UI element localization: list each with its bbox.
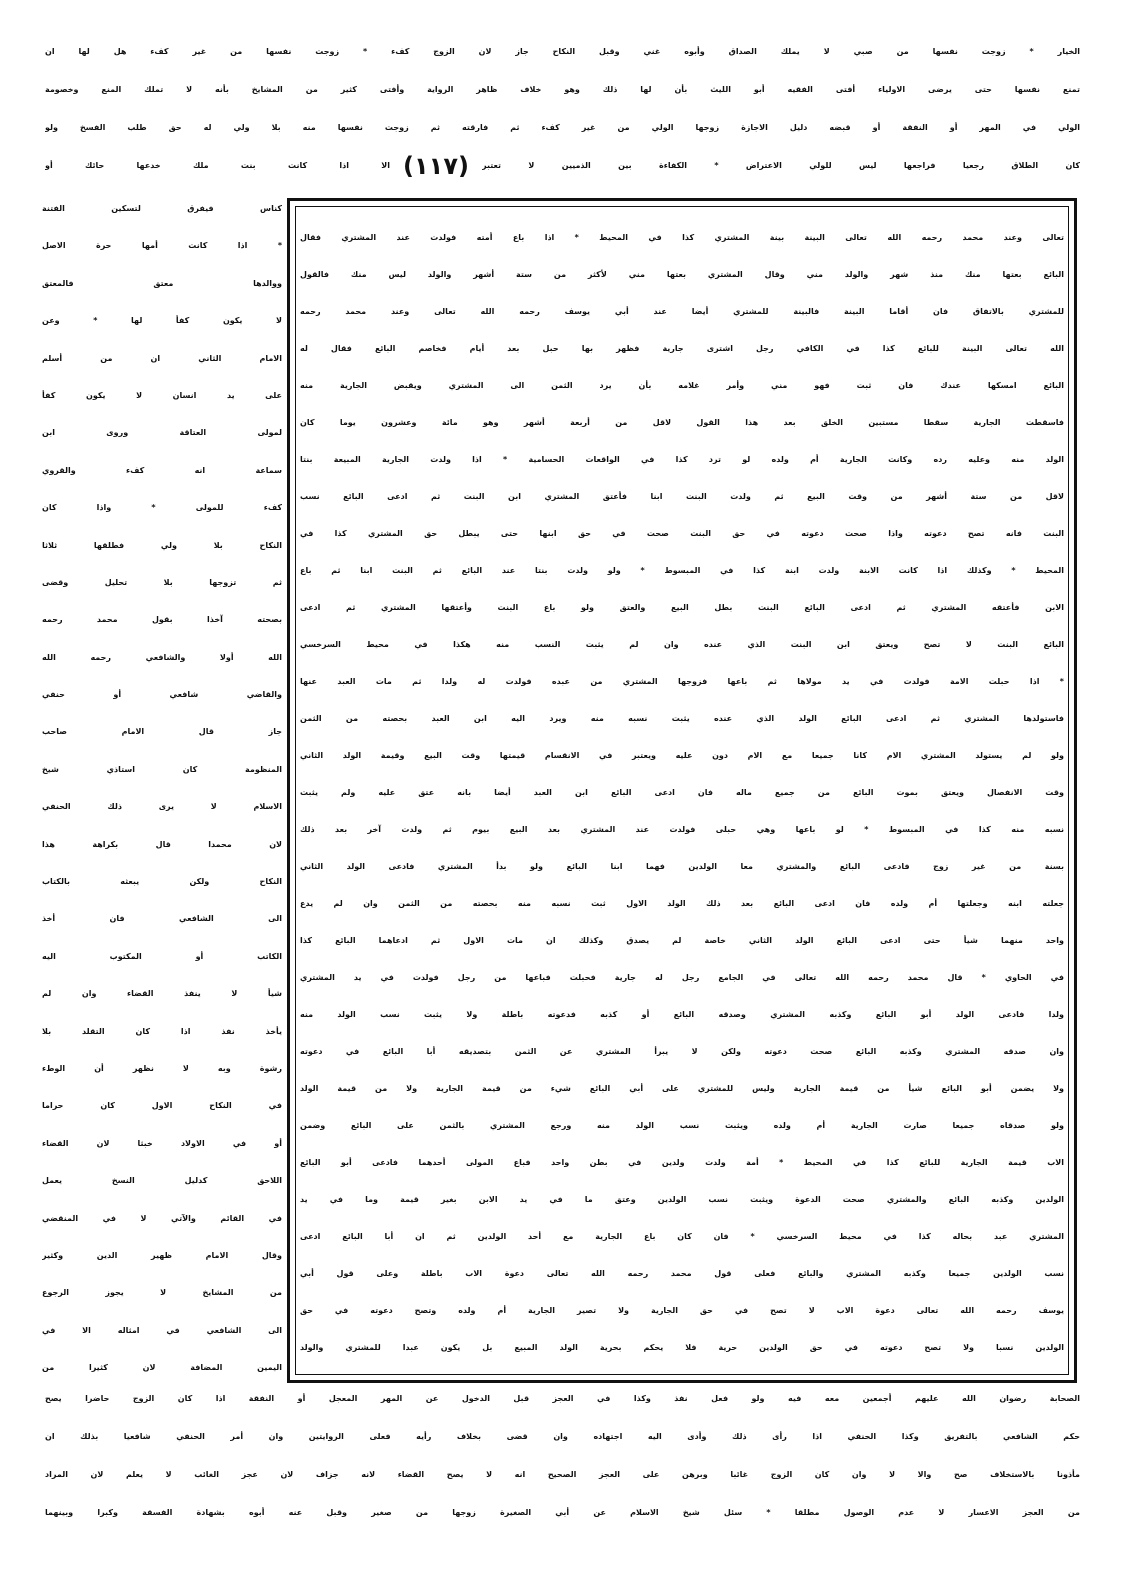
main-text-line: وان صدقه المشتري وكذبه البائع صحت دعوته ولكن لا يبرأ المشتري عن الثمن بتصديقه أبا البائع في دعوته [300, 1047, 1064, 1056]
margin-line: الكاتب أو المكتوب اليه [42, 951, 282, 961]
margin-line: كناس فيفرق لتسكين الفتنة [42, 204, 282, 213]
main-text [300, 219, 1064, 1366]
header-line: تمنع نفسها حتى يرضى الاولياء أفتى الفقيه أبو الليث بأن لها ذلك وهو خلاف ظاهر الرواية وأفتى كثير من المشايخ بأنه لا تملك المنع وخصومة [45, 85, 1080, 94]
margin-line: الى الشافعي في امثاله الا في [42, 1325, 282, 1335]
main-text-line: ولو لم يستولد المشتري الام كانا جميعا مع الام دون عليه ويعتبر في الانقسام قيمتها وقت البيع وقيمة الولد الثاني [300, 751, 1064, 760]
footer-line: الصحابة رضوان الله عليهم أجمعين معه فيه ولو فعل نفذ وكذا في العجز قبل الدخول عن المهر المعجل أو النفقة اذا كان الزوج حاضرا يصح [45, 1394, 1080, 1403]
main-text-line: جعلته ابنه وجعلتها أم ولده فان ادعى البائع بعد ذلك الولد الاول ثبت نسبه منه بحصته من الثمن وان لم يدع [300, 899, 1064, 908]
main-text-line: ولو صدقاه جميعا صارت الجارية أم ولده ويثبت نسب الولد منه ورجع المشتري بالثمن على البائع وضمن [300, 1121, 1064, 1130]
main-text-line: واحد منهما شيأ حتى ادعى البائع الولد الثاني خاصة لم يصدق وكذلك ان مات الاول ثم ادعاهما البائع كذا [300, 936, 1064, 945]
main-text-line: يوسف رحمه الله تعالى دعوة الاب لا تصح في حق الجارية ولا تصير الجارية أم ولده وتصح دعوته في حق [300, 1306, 1064, 1315]
margin-line: من المشايخ لا يجوز الرجوع [42, 1288, 282, 1298]
main-text-line: تعالى وعند محمد رحمه الله تعالى البينة بينة المشتري كذا في المحيط * اذا باع أمته فولدت عند المشتري فقال [300, 233, 1064, 242]
margin-line: اللاحق كدليل النسخ يعمل [42, 1176, 282, 1186]
margin-line: ووالدها معتق فالمعتق [42, 278, 282, 288]
main-text-line: فاستولدها المشتري ثم ادعى البائع الولد الذي عنده يثبت نسبه منه ويرد اليه ابن العبد بحصته من الثمن [300, 714, 1064, 723]
main-text-line: وقت الانفصال ويعتق بموت البائع من جميع ماله فان ادعى البائع ابن العبد أيضا بانه عتق عليه ولم يثبت [300, 788, 1064, 797]
margin-line: الله أولا والشافعي رحمه الله [42, 652, 282, 662]
margin-line: الاسلام لا يرى ذلك الحنفي [42, 802, 282, 812]
margin-line: جاز قال الامام صاحب [42, 727, 282, 737]
main-text-frame [287, 198, 1077, 1383]
margin-line: لا يكون كفأ لها * وعن [42, 316, 282, 326]
header-line: الا اذا كانت بنت ملك خدعها حائك أو [45, 161, 390, 170]
main-text-line: البائع بعتها منك منذ شهر والولد مني وقال المشتري بعتها مني لأكثر من ستة أشهر والولد ليس منك فالقول [300, 270, 1064, 279]
main-text-line: ولا يضمن أبو البائع شيأ من قيمة الجارية وليس للمشتري على أبي البائع شيء من قيمة الجارية ولا من قيمة الولد [300, 1084, 1064, 1093]
margin-line: ثم تزوجها بلا تحليل وقضى [42, 577, 282, 587]
main-text-line: البائع البنت لا تصح ويعتق ابن البنت الذي عنده وان لم يثبت النسب منه هكذا في محيط السرخسي [300, 640, 1064, 649]
margin-line: أو في الاولاد خبثا لان القضاء [42, 1138, 282, 1148]
margin-line: شيأ لا ينفذ القضاء وان لم [42, 989, 282, 999]
main-text-line: * اذا حبلت الامة فولدت في يد مولاها ثم باعها فزوجها المشتري من عبده فولدت له ولدا ثم مات العبد عنها [300, 677, 1064, 686]
footer-line: من العجز الاعسار لا عدم الوصول مطلقا * سئل شيخ الاسلام عن أبي الصغيرة زوجها من صغير وقبل عنه أبوه بشهادة الفسقة وكبرا وبينهما [45, 1508, 1080, 1517]
margin-line: لان محمدا قال بكراهة هذا [42, 839, 282, 849]
main-text-line: لاقل من ستة أشهر من وقت البيع ثم ولدت البنت ابنا فأعتق المشتري ابن البنت ثم ادعى البائع نسب [300, 492, 1064, 501]
main-text-line: بسنة من غير زوج فادعى البائع والمشتري معا الولدين فهما ابنا البائع ولو بدأ المشتري فادعى الولد الثاني [300, 862, 1064, 871]
footer-line: مأذونا بالاستخلاف صح والا لا وان كان الزوج غائبا وبرهن على العجز الصحيح انه لا يصح القضاء لانه جزاف لان عجز الغائب لا يعلم لان المراد [45, 1470, 1080, 1479]
main-text-line: البنت فانه تصح دعوته واذا صحت دعوته في حق البنت صحت في حق ابنها حتى يبطل حق المشتري كذا في [300, 529, 1064, 538]
main-text-line: الولدين نسبا ولا تصح دعوته في حق الولدين حرية فلا يحكم بحرية الولد المبيع بل يكون عبدا للمشتري والولد [300, 1343, 1064, 1352]
main-text-line: الابن فأعتقه المشتري ثم ادعى البائع البنت بطل البيع والعتق ولو باع البنت وأعتقها المشتري ثم ادعى [300, 603, 1064, 612]
margin-line: على يد انسان لا يكون كفأ [42, 390, 282, 400]
main-text-line: نسبه منه كذا في المبسوط * لو باعها وهي حبلى فولدت عند المشتري بعد البيع بيوم ثم ولدت آخر بعد ذلك [300, 825, 1064, 834]
margin-line: النكاح بلا ولي فطلقها ثلاثا [42, 540, 282, 550]
main-text-line: ولدا فادعى الولد أبو البائع وكذبه المشتري وصدقه البائع أو كذبه فدعوته باطلة ولا يثبت نسب الولد منه [300, 1010, 1064, 1019]
main-text-line: المشتري عبد بحاله كذا في محيط السرخسي * فان كان باع الجارية مع أحد الولدين ثم ان أبا البائع ادعى [300, 1232, 1064, 1241]
header-line: الخيار * زوجت نفسها من صبي لا يملك الصداق وأبوه غني وقبل النكاح جاز لان الزوج كفء * زوجت نفسها من غير كفء هل لها ان [45, 47, 1080, 56]
main-text-line: الولد منه وعليه رده وكانت الجارية أم ولده لو ترد كذا في الواقعات الحسامية * اذا ولدت الجارية المبيعة بنتا [300, 455, 1064, 464]
margin-line: رشوة وبه لا نظهر أن الوطء [42, 1063, 282, 1073]
header-text [45, 33, 1080, 185]
main-text-line: نسب الولدين جميعا وكذبه المشتري والبائع فعلى قول محمد رحمه الله تعالى دعوة الاب باطلة وعلى قول أبي [300, 1269, 1064, 1278]
margin-line: بصحته آخذا بقول محمد رحمه [42, 615, 282, 625]
main-text-line: الله تعالى البينة للبائع كذا في الكافي رجل اشترى جارية فظهر بها حبل بعد أيام فخاصم البائع فقال له [300, 344, 1064, 353]
margin-line: في القائم والآتي لا في المنقضي [42, 1213, 282, 1223]
header-line: الولي في المهر أو النفقة أو قبضه دليل الاجازة زوجها الولي من غير كفء ثم فارقته ثم زوجت نفسها منه بلا ولي له حق طلب الفسخ ولو [45, 123, 1080, 132]
margin-line: * اذا كانت أمها حرة الاصل [42, 241, 282, 251]
margin-line: في النكاح الاول كان حراما [42, 1101, 282, 1111]
main-text-line: المحيط * وكذلك اذا كانت الابنة ولدت ابنة كذا في المبسوط * ولو ولدت بنتا عند البائع ثم البنت ابنا ثم باع [300, 566, 1064, 575]
page-number: (١١٧) [403, 152, 469, 180]
main-text-line: الولدين وكذبه البائع والمشتري صحت الدعوة ويثبت نسب الولدين وعتق ما في يد الابن بغير قيمة وما في يد [300, 1195, 1064, 1204]
margin-line: النكاح ولكن يبعثه بالكتاب [42, 877, 282, 887]
main-text-line: للمشتري بالاتفاق فان أقاما البينة فالبينة للمشتري أيضا عند أبي يوسف رحمه الله تعالى وعند محمد رحمه [300, 307, 1064, 316]
margin-commentary [42, 190, 282, 1387]
footer-line: حكم الشافعي بالتفريق وكذا الحنفي اذا رأى ذلك وأدى اليه اجتهاده وان قضى بخلاف رأيه فعلى الروايتين وان أمر الحنفي شافعيا بذلك ان [45, 1432, 1080, 1441]
margin-line: كفء للمولى * واذا كان [42, 503, 282, 513]
margin-line: المنظومة كان استاذي شيخ [42, 764, 282, 774]
header-line: كان الطلاق رجعيا فراجعها ليس للولي الاعتراض * الكفاءة بين الذميين لا تعتبر [482, 161, 1080, 170]
margin-line: وقال الامام ظهير الدين وكثير [42, 1250, 282, 1260]
header-line-with-page-number [45, 147, 1080, 185]
main-text-line: البائع امسكها عندك فان ثبت فهو مني وأمر غلامه بأن يرد الثمن الى المشتري ويقبض الجارية منه [300, 381, 1064, 390]
margin-line: سماعة انه كفء والقروي [42, 465, 282, 475]
margin-line: الى الشافعي فان أخذ [42, 914, 282, 924]
footer-text [45, 1380, 1080, 1532]
main-text-line: في الحاوي * قال محمد رحمه الله تعالى في الجامع رجل له جارية فحبلت فباعها من رجل فولدت في يد المشتري [300, 973, 1064, 982]
margin-line: لمولى العتاقة وروى ابن [42, 428, 282, 438]
margin-line: الامام الثاني ان من أسلم [42, 353, 282, 363]
main-text-line: فاسقطت الجارية سقطا مستبين الخلق بعد هذا القول لاقل من أربعة أشهر وهو مائة وعشرون يوما كان [300, 418, 1064, 427]
margin-line: اليمين المضافة لان كثيرا من [42, 1363, 282, 1373]
margin-line: والقاضي شافعي أو حنفي [42, 690, 282, 700]
main-text-line: الاب قيمة الجارية للبائع كذا في المحيط * أمة ولدت ولدين في بطن واحد فباع المولى أحدهما فادعى أبو البائع [300, 1158, 1064, 1167]
margin-line: يأخذ نفذ اذا كان التقلد بلا [42, 1026, 282, 1036]
